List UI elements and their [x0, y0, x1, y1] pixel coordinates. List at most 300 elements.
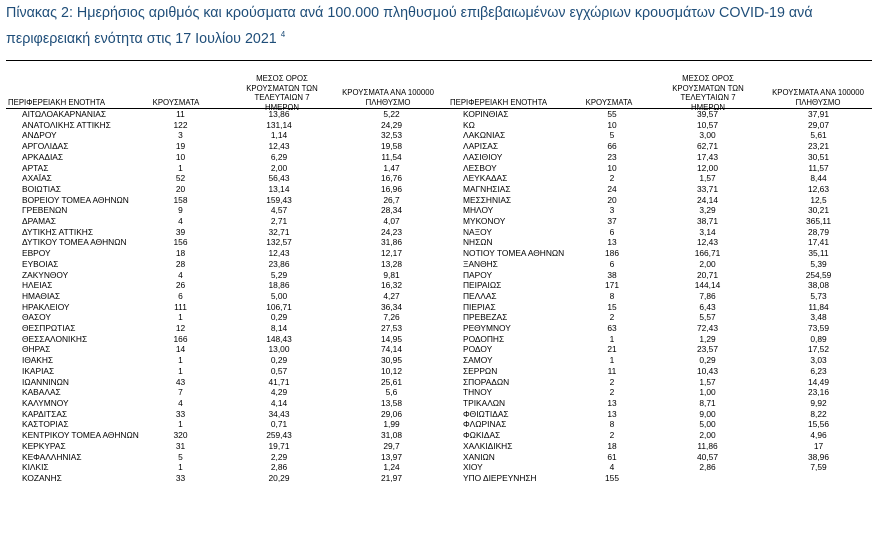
table-top-rule	[6, 60, 872, 61]
cases-cell: 10	[607, 162, 617, 173]
region-cell: ΒΟΙΩΤΙΑΣ	[22, 183, 61, 194]
per100k-cell: 3,03	[810, 355, 827, 366]
cases-cell: 37	[607, 216, 617, 227]
per100k-cell: 9,92	[810, 397, 827, 408]
table-row	[6, 248, 442, 259]
region-cell: ΦΛΩΡΙΝΑΣ	[463, 419, 507, 430]
region-cell: ΧΑΝΙΩΝ	[463, 451, 495, 462]
cases-cell: 4	[178, 216, 183, 227]
cases-cell: 55	[607, 109, 617, 119]
per100k-cell: 17,52	[808, 344, 829, 355]
region-cell: ΣΕΡΡΩΝ	[463, 365, 498, 376]
per100k-cell: 14,49	[808, 376, 829, 387]
table-row	[6, 259, 442, 270]
per100k-cell: 23,21	[808, 141, 829, 152]
avg7-cell: 131,14	[266, 119, 292, 130]
cases-cell: 18	[607, 440, 617, 451]
cases-cell: 11	[607, 365, 617, 376]
per100k-cell: 14,95	[381, 333, 402, 344]
avg7-cell: 0,29	[270, 355, 288, 366]
table-row	[447, 184, 872, 195]
avg7-cell: 2,00	[270, 162, 288, 173]
cases-cell: 52	[175, 173, 186, 184]
avg7-cell: 62,71	[697, 141, 718, 152]
table-row	[6, 141, 442, 152]
cases-cell: 13	[607, 397, 617, 408]
region-cell: ΝΗΣΩΝ	[463, 237, 493, 248]
cases-cell: 320	[173, 430, 188, 441]
table-row	[6, 130, 442, 141]
table-row	[447, 280, 872, 291]
region-cell: ΛΑΣΙΘΙΟΥ	[463, 151, 503, 162]
cases-cell: 111	[174, 301, 187, 312]
region-cell: ΖΑΚΥΝΘΟΥ	[22, 269, 69, 280]
region-cell: ΜΗΛΟΥ	[463, 205, 494, 216]
table-row	[447, 163, 872, 174]
cases-cell: 43	[175, 376, 186, 387]
region-cell: ΧΑΛΚΙΔΙΚΗΣ	[463, 440, 513, 451]
per100k-cell: 12,17	[381, 248, 402, 259]
region-cell: ΗΛΕΙΑΣ	[22, 280, 53, 291]
avg7-cell: 5,57	[699, 312, 716, 323]
avg7-cell: 32,71	[268, 226, 290, 237]
table-row	[447, 205, 872, 216]
region-cell: ΗΡΑΚΛΕΙΟΥ	[22, 301, 70, 312]
cases-cell: 10	[607, 119, 617, 130]
cases-cell: 11	[176, 109, 185, 119]
region-cell: ΑΡΤΑΣ	[22, 162, 49, 173]
avg7-cell: 159,43	[266, 194, 292, 205]
per100k-cell: 38,08	[808, 280, 829, 291]
cases-cell: 24	[607, 183, 617, 194]
cases-cell: 2	[609, 387, 615, 398]
avg7-cell: 259,43	[266, 430, 292, 441]
table-row	[6, 312, 442, 323]
per100k-cell: 74,14	[381, 344, 402, 355]
cases-cell: 8	[609, 290, 615, 301]
avg7-cell: 144,14	[694, 280, 721, 291]
per100k-cell: 31,08	[381, 430, 402, 441]
per100k-cell: 3,48	[810, 312, 827, 323]
table-row	[447, 473, 872, 484]
header-region-left: ΠΕΡΙΦΕΡΕΙΑΚΗ ΕΝΟΤΗΤΑ	[8, 98, 106, 107]
per100k-cell: 0,89	[810, 333, 827, 344]
per100k-cell: 13,58	[381, 397, 402, 408]
per100k-cell: 17,41	[808, 237, 829, 248]
per100k-cell: 16,76	[381, 173, 402, 184]
table-row	[6, 355, 442, 366]
cases-cell: 3	[609, 205, 615, 216]
table-row	[447, 237, 872, 248]
table-row	[447, 419, 872, 430]
cases-cell: 18	[175, 248, 186, 259]
per100k-cell: 10,12	[381, 365, 402, 376]
avg7-cell: 39,57	[697, 109, 718, 119]
per100k-cell: 6,23	[810, 365, 827, 376]
region-cell: ΠΑΡΟΥ	[463, 269, 493, 280]
region-cell: ΛΑΚΩΝΙΑΣ	[463, 130, 506, 141]
table-row	[6, 366, 442, 377]
avg7-cell: 11,86	[697, 440, 718, 451]
region-cell: ΚΕΡΚΥΡΑΣ	[22, 440, 66, 451]
avg7-cell: 1,14	[270, 130, 288, 141]
cases-cell: 20	[607, 194, 617, 205]
table-row	[447, 398, 872, 409]
per100k-cell: 28,79	[808, 226, 829, 237]
region-cell: ΤΡΙΚΑΛΩΝ	[463, 397, 506, 408]
per100k-cell: 11,57	[808, 162, 829, 173]
per100k-cell: 24,29	[381, 119, 402, 130]
region-cell: ΑΡΓΟΛΙΔΑΣ	[22, 141, 69, 152]
region-cell: ΚΑΛΥΜΝΟΥ	[22, 397, 69, 408]
avg7-cell: 40,57	[697, 451, 718, 462]
region-cell: ΜΑΓΝΗΣΙΑΣ	[463, 183, 511, 194]
region-cell: ΥΠΟ ΔΙΕΡΕΥΝΗΣΗ	[463, 472, 537, 483]
per100k-cell: 37,91	[808, 109, 829, 119]
table-row	[6, 163, 442, 174]
table-row	[6, 120, 442, 131]
avg7-cell: 106,71	[266, 301, 292, 312]
table-row	[447, 120, 872, 131]
cases-cell: 12	[175, 323, 186, 334]
avg7-cell: 17,43	[697, 151, 718, 162]
cases-cell: 7	[178, 387, 183, 398]
cases-cell: 1	[178, 162, 183, 173]
region-cell: ΡΕΘΥΜΝΟΥ	[463, 323, 511, 334]
per100k-cell: 27,53	[381, 323, 402, 334]
avg7-cell: 23,57	[697, 344, 718, 355]
cases-cell: 9	[178, 205, 183, 216]
header-per100k-left: ΚΡΟΥΣΜΑΤΑ ΑΝΑ 100000 ΠΛΗΘΥΣΜΟ	[342, 88, 434, 107]
table-row	[447, 270, 872, 281]
avg7-cell: 166,71	[694, 248, 721, 259]
cases-cell: 31	[175, 440, 186, 451]
per100k-cell: 35,11	[808, 248, 829, 259]
per100k-cell: 9,81	[383, 269, 400, 280]
region-cell: ΣΠΟΡΑΔΩΝ	[463, 376, 510, 387]
per100k-cell: 12,5	[810, 194, 827, 205]
cases-cell: 166	[173, 333, 188, 344]
cases-cell: 26	[175, 280, 186, 291]
avg7-cell: 2,00	[699, 430, 716, 441]
right-data-table	[447, 109, 872, 484]
region-cell: ΒΟΡΕΙΟΥ ΤΟΜΕΑ ΑΘΗΝΩΝ	[22, 194, 129, 205]
region-cell: ΘΕΣΣΑΛΟΝΙΚΗΣ	[22, 333, 88, 344]
region-cell: ΛΕΣΒΟΥ	[463, 162, 497, 173]
table-row	[6, 270, 442, 281]
per100k-cell: 32,53	[381, 130, 402, 141]
per100k-cell: 29,7	[383, 440, 400, 451]
avg7-cell: 5,00	[699, 419, 716, 430]
per100k-cell: 19,58	[381, 141, 402, 152]
per100k-cell: 30,95	[381, 355, 402, 366]
cases-cell: 2	[609, 173, 615, 184]
cases-cell: 14	[175, 344, 186, 355]
header-avg7-right: ΜΕΣΟΣ ΟΡΟΣ ΚΡΟΥΣΜΑΤΩΝ ΤΩΝ ΤΕΛΕΥΤΑΙΩΝ 7 ΗΜΕΡΩΝ	[672, 74, 744, 112]
per100k-cell: 16,96	[381, 183, 402, 194]
table-row	[6, 473, 442, 484]
region-cell: ΚΙΛΚΙΣ	[22, 462, 49, 473]
region-cell: ΠΡΕΒΕΖΑΣ	[463, 312, 508, 323]
avg7-cell: 2,29	[270, 451, 288, 462]
cases-cell: 33	[175, 408, 186, 419]
avg7-cell: 56,43	[268, 173, 290, 184]
table-caption-text: Πίνακας 2: Ημερήσιος αριθμός και κρούσματα ανά 100.000 πληθυσμού επιβεβαιωμένων εγχώριων κρουσμάτων COVID-19 ανά περιφερειακή ενότητα στις 17 Ιουλίου 2021	[6, 5, 813, 47]
table-row	[447, 334, 872, 345]
region-cell: ΚΕΦΑΛΛΗΝΙΑΣ	[22, 451, 82, 462]
avg7-cell: 3,29	[699, 205, 716, 216]
cases-cell: 1	[178, 462, 183, 473]
avg7-cell: 24,14	[697, 194, 718, 205]
table-row	[447, 355, 872, 366]
table-row	[6, 216, 442, 227]
table-row	[6, 109, 442, 120]
header-cases-right: ΚΡΟΥΣΜΑΤΑ	[585, 98, 633, 107]
region-cell: ΑΝΔΡΟΥ	[22, 130, 57, 141]
cases-cell: 8	[609, 419, 615, 430]
region-cell: ΓΡΕΒΕΝΩΝ	[22, 205, 68, 216]
table-row	[447, 366, 872, 377]
cases-cell: 1	[178, 312, 183, 323]
avg7-cell: 132,57	[266, 237, 292, 248]
cases-cell: 33	[175, 472, 186, 483]
cases-cell: 61	[607, 451, 617, 462]
per100k-cell: 1,47	[383, 162, 400, 173]
avg7-cell: 34,43	[268, 408, 290, 419]
region-cell: ΔΡΑΜΑΣ	[22, 216, 56, 227]
region-cell: ΘΕΣΠΡΩΤΙΑΣ	[22, 323, 76, 334]
avg7-cell: 0,57	[270, 365, 288, 376]
table-row	[447, 152, 872, 163]
per100k-cell: 13,28	[381, 258, 402, 269]
cases-cell: 155	[605, 472, 619, 483]
avg7-cell: 5,29	[270, 269, 288, 280]
avg7-cell: 33,71	[697, 183, 718, 194]
avg7-cell: 13,86	[268, 109, 290, 119]
cases-cell: 20	[175, 183, 186, 194]
table-row	[6, 409, 442, 420]
cases-cell: 28	[175, 258, 186, 269]
cases-cell: 38	[607, 269, 617, 280]
avg7-cell: 2,86	[699, 462, 716, 473]
per100k-cell: 1,24	[383, 462, 400, 473]
region-cell: ΑΝΑΤΟΛΙΚΗΣ ΑΤΤΙΚΗΣ	[22, 119, 111, 130]
avg7-cell: 1,57	[699, 173, 716, 184]
avg7-cell: 13,14	[268, 183, 290, 194]
avg7-cell	[650, 473, 765, 484]
cases-cell: 4	[178, 269, 183, 280]
per100k-cell: 5,61	[810, 130, 827, 141]
per100k-cell: 73,59	[808, 323, 829, 334]
avg7-cell: 10,57	[697, 119, 718, 130]
cases-cell: 5	[178, 451, 183, 462]
avg7-cell: 12,00	[697, 162, 718, 173]
avg7-cell: 8,71	[699, 397, 716, 408]
table-row	[447, 344, 872, 355]
table-row	[6, 377, 442, 388]
cases-cell: 39	[175, 226, 186, 237]
region-cell: ΑΙΤΩΛΟΑΚΑΡΝΑΝΙΑΣ	[22, 109, 107, 119]
region-cell: ΦΩΚΙΔΑΣ	[463, 430, 501, 441]
per100k-cell: 7,26	[383, 312, 400, 323]
region-cell: ΙΩΑΝΝΙΝΩΝ	[22, 376, 69, 387]
per100k-cell: 26,7	[383, 194, 400, 205]
per100k-cell: 7,59	[810, 462, 827, 473]
table-row	[447, 248, 872, 259]
region-cell: ΚΑΡΔΙΤΣΑΣ	[22, 408, 68, 419]
avg7-cell: 9,00	[699, 408, 716, 419]
avg7-cell: 0,29	[270, 312, 288, 323]
table-row	[6, 398, 442, 409]
per100k-cell: 5,22	[383, 109, 400, 119]
table-row	[6, 323, 442, 334]
region-cell: ΘΗΡΑΣ	[22, 344, 51, 355]
per100k-cell: 5,73	[810, 290, 827, 301]
cases-cell: 2	[609, 376, 615, 387]
avg7-cell: 19,71	[268, 440, 290, 451]
region-cell: ΔΥΤΙΚΗΣ ΑΤΤΙΚΗΣ	[22, 226, 94, 237]
avg7-cell: 4,14	[270, 397, 288, 408]
per100k-cell: 4,96	[810, 430, 827, 441]
avg7-cell: 72,43	[697, 323, 718, 334]
region-cell: ΧΙΟΥ	[463, 462, 483, 473]
table-row	[6, 227, 442, 238]
header-avg7-left: ΜΕΣΟΣ ΟΡΟΣ ΚΡΟΥΣΜΑΤΩΝ ΤΩΝ ΤΕΛΕΥΤΑΙΩΝ 7 ΗΜΕΡΩΝ	[246, 74, 318, 112]
per100k-cell: 254,59	[805, 269, 832, 280]
per100k-cell: 25,61	[381, 376, 402, 387]
per100k-cell: 4,07	[383, 216, 400, 227]
per100k-cell: 4,27	[383, 290, 400, 301]
table-row	[447, 409, 872, 420]
table-row	[447, 130, 872, 141]
cases-cell: 21	[607, 344, 617, 355]
table-row	[6, 334, 442, 345]
region-cell: ΣΑΜΟΥ	[463, 355, 493, 366]
per100k-cell	[765, 473, 872, 484]
avg7-cell: 20,29	[268, 472, 290, 483]
table-row	[6, 302, 442, 313]
avg7-cell: 8,14	[270, 323, 288, 334]
cases-cell: 3	[178, 130, 183, 141]
cases-cell: 15	[607, 301, 617, 312]
region-cell: ΚΟΖΑΝΗΣ	[22, 472, 62, 483]
cases-cell: 4	[609, 462, 615, 473]
region-cell: ΠΕΛΛΑΣ	[463, 290, 497, 301]
table-row	[6, 184, 442, 195]
table-row	[447, 441, 872, 452]
table-row	[447, 227, 872, 238]
region-cell: ΚΩ	[463, 119, 475, 130]
avg7-cell: 3,14	[699, 226, 716, 237]
region-cell: ΜΕΣΣΗΝΙΑΣ	[463, 194, 512, 205]
per100k-cell: 15,56	[808, 419, 829, 430]
per100k-cell: 8,22	[810, 408, 827, 419]
cases-cell: 186	[605, 248, 619, 259]
region-cell: ΑΧΑΪΑΣ	[22, 173, 52, 184]
avg7-cell: 2,00	[699, 258, 716, 269]
per100k-cell: 31,86	[381, 237, 402, 248]
per100k-cell: 24,23	[381, 226, 402, 237]
table-row	[447, 452, 872, 463]
region-cell: ΝΑΞΟΥ	[463, 226, 492, 237]
cases-cell: 5	[609, 130, 615, 141]
table-row	[6, 387, 442, 398]
table-row	[6, 344, 442, 355]
cases-cell: 2	[609, 430, 615, 441]
region-cell: ΙΘΑΚΗΣ	[22, 355, 54, 366]
table-row	[6, 452, 442, 463]
avg7-cell: 13,00	[268, 344, 290, 355]
table-row	[6, 291, 442, 302]
per100k-cell: 30,21	[808, 205, 829, 216]
region-cell: ΚΑΒΑΛΑΣ	[22, 387, 61, 398]
header-per100k-right: ΚΡΟΥΣΜΑΤΑ ΑΝΑ 100000 ΠΛΗΘΥΣΜΟ	[772, 88, 864, 107]
header-region-right: ΠΕΡΙΦΕΡΕΙΑΚΗ ΕΝΟΤΗΤΑ	[450, 98, 548, 107]
avg7-cell: 2,71	[270, 216, 288, 227]
cases-cell: 158	[173, 194, 188, 205]
per100k-cell: 1,99	[383, 419, 400, 430]
table-caption	[6, 3, 872, 50]
per100k-cell: 365,11	[806, 216, 831, 227]
per100k-cell: 21,97	[381, 472, 402, 483]
region-cell: ΞΑΝΘΗΣ	[463, 258, 498, 269]
per100k-cell: 13,97	[381, 451, 402, 462]
avg7-cell: 23,86	[268, 258, 290, 269]
cases-cell: 10	[175, 151, 186, 162]
cases-cell: 1	[178, 355, 183, 366]
region-cell: ΚΟΡΙΝΘΙΑΣ	[463, 109, 509, 119]
avg7-cell: 5,00	[270, 290, 288, 301]
table-row	[6, 441, 442, 452]
table-row	[447, 216, 872, 227]
avg7-cell: 10,43	[697, 365, 718, 376]
table-row	[6, 419, 442, 430]
table-row	[447, 323, 872, 334]
per100k-cell: 16,32	[381, 280, 402, 291]
avg7-cell: 148,43	[266, 333, 292, 344]
header-cases-left: ΚΡΟΥΣΜΑΤΑ	[152, 98, 200, 107]
cases-cell: 1	[178, 419, 183, 430]
avg7-cell: 1,29	[699, 333, 716, 344]
per100k-cell: 5,39	[810, 258, 827, 269]
region-cell: ΚΕΝΤΡΙΚΟΥ ΤΟΜΕΑ ΑΘΗΝΩΝ	[22, 430, 139, 441]
cases-cell: 66	[607, 141, 617, 152]
avg7-cell: 1,57	[699, 376, 716, 387]
per100k-cell: 23,16	[808, 387, 829, 398]
avg7-cell: 0,29	[699, 355, 716, 366]
table-row	[447, 195, 872, 206]
region-cell: ΤΗΝΟΥ	[463, 387, 493, 398]
avg7-cell: 41,71	[268, 376, 290, 387]
avg7-cell: 3,00	[699, 130, 716, 141]
cases-cell: 19	[175, 141, 186, 152]
region-cell: ΔΥΤΙΚΟΥ ΤΟΜΕΑ ΑΘΗΝΩΝ	[22, 237, 127, 248]
table-row	[6, 280, 442, 291]
table-row	[6, 152, 442, 163]
table-row	[6, 205, 442, 216]
avg7-cell: 6,43	[699, 301, 716, 312]
caption-footnote-marker: 4	[280, 30, 286, 39]
cases-cell: 13	[607, 408, 617, 419]
per100k-cell: 11,54	[381, 151, 402, 162]
avg7-cell: 12,43	[268, 141, 290, 152]
avg7-cell: 18,86	[268, 280, 290, 291]
region-cell: ΡΟΔΟΥ	[463, 344, 493, 355]
table-row	[6, 462, 442, 473]
cases-cell: 171	[605, 280, 619, 291]
region-cell: ΦΘΙΩΤΙΔΑΣ	[463, 408, 509, 419]
avg7-cell: 2,86	[270, 462, 288, 473]
